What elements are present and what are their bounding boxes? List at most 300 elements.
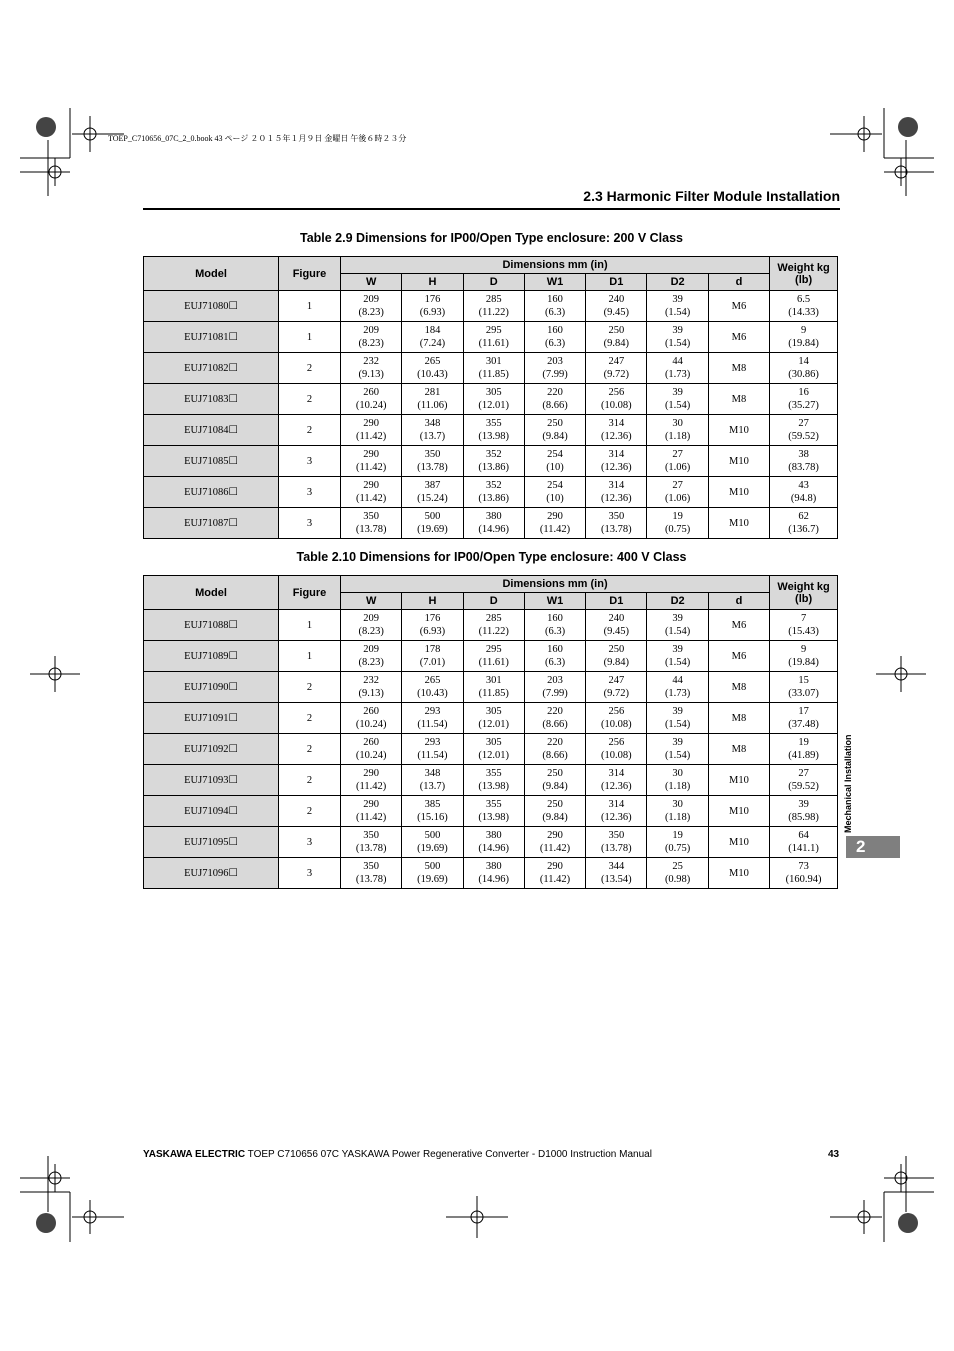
value-in: (1.54) <box>664 338 691 349</box>
dim-cell-w1 <box>524 703 585 734</box>
dim-cell-d <box>463 322 524 353</box>
dim-cell-d2 <box>647 477 708 508</box>
section-title: 2.3 Harmonic Filter Module Installation <box>583 188 840 204</box>
header-rule <box>143 208 840 210</box>
value-mm: 176 <box>424 613 441 624</box>
value-in: (10.43) <box>417 369 448 380</box>
value-mm: 30 <box>672 799 683 810</box>
dim-cell-h <box>402 322 463 353</box>
dim-cell-h <box>402 734 463 765</box>
value-in: (6.93) <box>419 307 446 318</box>
dim-cell-d <box>463 858 524 889</box>
dim-cell-h <box>402 415 463 446</box>
value-mm: 290 <box>363 418 380 429</box>
header-col-w: W <box>341 593 402 610</box>
dim-cell-d1 <box>586 734 647 765</box>
value-in: (13.86) <box>478 462 510 473</box>
book-meta-line: TOEP_C710656_07C_2_0.book 43 ページ ２０１５年１月９日 金曜日 午後６時２３分 <box>108 134 407 143</box>
dim-cell-d2 <box>647 796 708 827</box>
value-mm: 350 <box>363 511 380 522</box>
value-in: (8.23) <box>358 307 384 318</box>
weight-cell <box>770 672 838 703</box>
weight-cell <box>770 322 838 353</box>
value-mm: 184 <box>424 325 441 336</box>
value-in: (11.61) <box>478 338 509 349</box>
value-in: (8.66) <box>542 400 568 411</box>
figure-cell: 2 <box>279 765 341 796</box>
dim-cell-w <box>341 858 402 889</box>
value-mm: 254 <box>547 449 563 460</box>
value-in: (8.23) <box>358 657 384 668</box>
value-lb: (141.1) <box>788 843 819 854</box>
side-tab-label: Mechanical Installation <box>843 734 853 833</box>
value-mm: 232 <box>363 675 380 686</box>
value-in: (19.69) <box>417 874 448 885</box>
value-mm: 254 <box>547 480 563 491</box>
header-col-w: W <box>341 274 402 291</box>
value-mm: 500 <box>424 830 441 841</box>
value-in: (9.84) <box>542 781 568 792</box>
model-cell: EUJ71081☐ <box>144 322 279 353</box>
dim-cell-d: M10 <box>708 796 769 827</box>
dim-cell-d: M10 <box>708 477 769 508</box>
figure-cell: 2 <box>279 415 341 446</box>
value-in: (1.06) <box>664 462 691 473</box>
dim-cell-d: M10 <box>708 446 769 477</box>
model-cell: EUJ71086☐ <box>144 477 279 508</box>
value-kg: 27 <box>798 418 809 429</box>
value-in: (10.24) <box>355 719 387 730</box>
dim-cell-d2 <box>647 446 708 477</box>
dim-cell-d2 <box>647 858 708 889</box>
dim-cell-d1 <box>586 415 647 446</box>
value-in: (8.66) <box>542 750 568 761</box>
value-mm: 387 <box>424 480 441 491</box>
model-cell: EUJ71094☐ <box>144 796 279 827</box>
value-mm: 256 <box>608 387 625 398</box>
value-in: (7.99) <box>542 369 568 380</box>
table-row <box>144 827 838 858</box>
dim-cell-d1 <box>586 384 647 415</box>
value-in: (1.18) <box>664 781 691 792</box>
dim-cell-w <box>341 703 402 734</box>
value-in: (10.43) <box>417 688 448 699</box>
value-in: (11.85) <box>478 688 509 699</box>
dim-cell-d1 <box>586 291 647 322</box>
value-lb: (59.52) <box>788 431 819 442</box>
model-cell: EUJ71080☐ <box>144 291 279 322</box>
value-in: (0.98) <box>664 874 691 885</box>
value-mm: 203 <box>547 675 563 686</box>
model-cell: EUJ71089☐ <box>144 641 279 672</box>
value-mm: 380 <box>485 861 502 872</box>
weight-cell <box>770 610 838 641</box>
value-mm: 247 <box>608 675 625 686</box>
footer-text <box>143 1149 652 1160</box>
dim-cell-w <box>341 508 402 539</box>
weight-cell <box>770 508 838 539</box>
value-kg: 73 <box>798 861 809 872</box>
value-mm: 355 <box>485 418 502 429</box>
header-col-d: D <box>463 274 524 291</box>
value-in: (6.3) <box>544 307 566 318</box>
dim-cell-h <box>402 508 463 539</box>
model-cell: EUJ71085☐ <box>144 446 279 477</box>
figure-cell: 1 <box>279 291 341 322</box>
value-mm: 350 <box>608 830 625 841</box>
dim-cell-d: M8 <box>708 734 769 765</box>
dim-cell-d1 <box>586 610 647 641</box>
value-in: (10.24) <box>355 750 387 761</box>
value-kg: 14 <box>798 356 809 367</box>
value-lb: (35.27) <box>788 400 819 411</box>
value-mm: 39 <box>672 294 683 305</box>
dim-cell-d <box>463 734 524 765</box>
value-in: (19.69) <box>417 524 448 535</box>
value-in: (6.93) <box>419 626 446 637</box>
value-in: (10.08) <box>601 719 632 730</box>
figure-cell: 2 <box>279 703 341 734</box>
model-cell: EUJ71095☐ <box>144 827 279 858</box>
figure-cell: 1 <box>279 322 341 353</box>
dim-cell-w1 <box>524 796 585 827</box>
dim-cell-d1 <box>586 703 647 734</box>
dim-cell-d1 <box>586 796 647 827</box>
table1-caption: Table 2.9 Dimensions for IP00/Open Type enclosure: 200 V Class <box>299 231 683 245</box>
value-in: (12.01) <box>478 750 510 761</box>
dim-cell-d2 <box>647 384 708 415</box>
model-cell: EUJ71082☐ <box>144 353 279 384</box>
figure-cell: 3 <box>279 858 341 889</box>
dim-cell-d: M8 <box>708 384 769 415</box>
value-kg: 64 <box>798 830 809 841</box>
value-kg: 39 <box>798 799 809 810</box>
value-mm: 290 <box>547 511 563 522</box>
value-mm: 350 <box>363 830 380 841</box>
weight-cell <box>770 765 838 796</box>
header-col-d2: D2 <box>647 274 708 291</box>
value-mm: 256 <box>608 706 625 717</box>
value-mm: 203 <box>547 356 563 367</box>
dim-cell-d2 <box>647 672 708 703</box>
value-mm: 290 <box>363 449 380 460</box>
value-in: (11.54) <box>417 750 448 761</box>
dim-cell-d2 <box>647 703 708 734</box>
value-in: (1.54) <box>664 400 691 411</box>
dim-cell-d: M8 <box>708 703 769 734</box>
value-mm: 27 <box>672 480 683 491</box>
weight-cell <box>770 734 838 765</box>
dim-cell-d: M10 <box>708 508 769 539</box>
dim-cell-w <box>341 353 402 384</box>
value-in: (8.23) <box>358 338 384 349</box>
table1-dimensions-200v <box>143 256 838 539</box>
value-mm: 285 <box>485 613 502 624</box>
value-in: (10.24) <box>355 400 387 411</box>
footer-manual-title: TOEP C710656 07C YASKAWA Power Regenerative Converter - D1000 Instruction Manual <box>245 1149 652 1160</box>
value-in: (11.42) <box>356 493 387 504</box>
dim-cell-w1 <box>524 672 585 703</box>
value-in: (13.98) <box>478 431 510 442</box>
table2-caption: Table 2.10 Dimensions for IP00/Open Type enclosure: 400 V Class <box>296 550 687 564</box>
value-in: (8.66) <box>542 719 568 730</box>
dim-cell-d <box>463 672 524 703</box>
footer-brand: YASKAWA ELECTRIC <box>143 1149 246 1160</box>
dim-cell-w1 <box>524 322 585 353</box>
value-mm: 305 <box>485 737 502 748</box>
dim-cell-d: M6 <box>708 610 769 641</box>
value-in: (11.85) <box>478 369 509 380</box>
value-mm: 314 <box>608 799 625 810</box>
value-in: (1.18) <box>664 812 691 823</box>
dim-cell-d <box>463 353 524 384</box>
value-mm: 295 <box>485 644 502 655</box>
weight-cell <box>770 415 838 446</box>
value-kg: 9 <box>800 325 807 336</box>
table-row <box>144 291 838 322</box>
value-mm: 209 <box>363 325 380 336</box>
dim-cell-w <box>341 734 402 765</box>
dim-cell-h <box>402 610 463 641</box>
value-mm: 265 <box>424 675 441 686</box>
value-mm: 25 <box>672 861 683 872</box>
dim-cell-w1 <box>524 384 585 415</box>
header-col-h: H <box>402 593 463 610</box>
value-mm: 247 <box>608 356 625 367</box>
value-in: (6.3) <box>544 657 566 668</box>
value-in: (14.96) <box>478 874 510 885</box>
value-mm: 352 <box>485 480 502 491</box>
value-lb: (33.07) <box>788 688 819 699</box>
value-in: (13.7) <box>419 431 446 442</box>
weight-cell <box>770 384 838 415</box>
dim-cell-d1 <box>586 322 647 353</box>
dim-cell-h <box>402 353 463 384</box>
value-kg: 6.5 <box>797 294 811 305</box>
table-row <box>144 477 838 508</box>
value-mm: 39 <box>672 613 683 624</box>
value-in: (9.84) <box>603 338 630 349</box>
dim-cell-d <box>463 610 524 641</box>
value-lb: (83.78) <box>788 462 819 473</box>
value-in: (9.72) <box>603 369 630 380</box>
value-mm: 209 <box>363 613 380 624</box>
value-mm: 290 <box>547 861 563 872</box>
value-mm: 250 <box>608 644 625 655</box>
value-mm: 220 <box>547 387 563 398</box>
value-mm: 290 <box>363 799 380 810</box>
value-mm: 260 <box>363 737 380 748</box>
value-in: (8.23) <box>358 626 384 637</box>
value-mm: 290 <box>363 480 380 491</box>
figure-cell: 3 <box>279 827 341 858</box>
value-in: (1.73) <box>664 688 691 699</box>
dim-cell-w1 <box>524 734 585 765</box>
value-in: (11.22) <box>478 307 509 318</box>
value-mm: 220 <box>547 706 563 717</box>
value-mm: 250 <box>608 325 625 336</box>
header-col-d1: D1 <box>586 274 647 291</box>
value-mm: 260 <box>363 706 380 717</box>
value-in: (11.54) <box>417 719 448 730</box>
value-mm: 39 <box>672 325 683 336</box>
dim-cell-w1 <box>524 508 585 539</box>
dim-cell-d <box>463 384 524 415</box>
value-lb: (30.86) <box>788 369 819 380</box>
value-mm: 178 <box>424 644 441 655</box>
weight-cell <box>770 858 838 889</box>
weight-cell <box>770 703 838 734</box>
dim-cell-w1 <box>524 415 585 446</box>
dim-cell-d <box>463 415 524 446</box>
table-row <box>144 508 838 539</box>
dim-cell-d: M8 <box>708 353 769 384</box>
dim-cell-w1 <box>524 446 585 477</box>
value-in: (1.54) <box>664 719 691 730</box>
value-in: (13.78) <box>601 524 632 535</box>
table-row <box>144 322 838 353</box>
value-mm: 305 <box>485 387 502 398</box>
value-mm: 348 <box>424 418 441 429</box>
value-in: (7.24) <box>419 338 446 349</box>
value-lb: (136.7) <box>788 524 819 535</box>
table-row <box>144 796 838 827</box>
dim-cell-h <box>402 796 463 827</box>
model-cell: EUJ71090☐ <box>144 672 279 703</box>
value-mm: 293 <box>424 706 441 717</box>
value-mm: 240 <box>608 613 625 624</box>
value-in: (9.84) <box>603 657 630 668</box>
value-mm: 352 <box>485 449 502 460</box>
dim-cell-w <box>341 415 402 446</box>
header-col-d: D <box>463 593 524 610</box>
value-mm: 209 <box>363 294 380 305</box>
dim-cell-d <box>463 796 524 827</box>
table-row <box>144 641 838 672</box>
dim-cell-w1 <box>524 291 585 322</box>
dim-cell-w <box>341 322 402 353</box>
value-in: (10.08) <box>601 400 632 411</box>
dim-cell-d2 <box>647 641 708 672</box>
value-in: (14.96) <box>478 524 510 535</box>
value-kg: 17 <box>798 706 809 717</box>
value-mm: 265 <box>424 356 441 367</box>
value-in: (11.42) <box>539 874 571 885</box>
value-mm: 250 <box>547 418 563 429</box>
dim-cell-w <box>341 291 402 322</box>
value-in: (11.42) <box>356 462 387 473</box>
value-in: (1.54) <box>664 750 691 761</box>
header-col-d: d <box>708 274 769 291</box>
value-in: (9.45) <box>603 626 630 637</box>
value-in: (12.36) <box>601 781 632 792</box>
value-in: (13.78) <box>355 524 387 535</box>
dim-cell-d: M6 <box>708 641 769 672</box>
dim-cell-d <box>463 508 524 539</box>
table-row <box>144 672 838 703</box>
value-in: (1.54) <box>664 657 691 668</box>
value-mm: 314 <box>608 449 625 460</box>
dim-cell-h <box>402 384 463 415</box>
value-mm: 160 <box>547 325 563 336</box>
value-in: (1.06) <box>664 493 691 504</box>
dim-cell-h <box>402 641 463 672</box>
value-in: (1.54) <box>664 307 691 318</box>
side-tab-number: 2 <box>846 836 900 858</box>
value-in: (13.78) <box>355 843 387 854</box>
dim-cell-w <box>341 827 402 858</box>
figure-cell: 3 <box>279 477 341 508</box>
header-dimensions: Dimensions mm (in) <box>341 576 770 593</box>
value-kg: 19 <box>798 737 809 748</box>
dim-cell-w <box>341 384 402 415</box>
table-row <box>144 610 838 641</box>
value-in: (1.18) <box>664 431 691 442</box>
figure-cell: 2 <box>279 353 341 384</box>
dim-cell-w1 <box>524 858 585 889</box>
dim-cell-h <box>402 477 463 508</box>
model-cell: EUJ71096☐ <box>144 858 279 889</box>
value-in: (13.7) <box>419 781 446 792</box>
dim-cell-w <box>341 610 402 641</box>
dim-cell-w <box>341 796 402 827</box>
value-mm: 39 <box>672 737 683 748</box>
dim-cell-d1 <box>586 446 647 477</box>
value-mm: 220 <box>547 737 563 748</box>
value-in: (9.72) <box>603 688 630 699</box>
dim-cell-d: M10 <box>708 415 769 446</box>
model-cell: EUJ71092☐ <box>144 734 279 765</box>
value-mm: 240 <box>608 294 625 305</box>
value-lb: (160.94) <box>785 874 822 885</box>
value-in: (10) <box>546 493 564 504</box>
value-mm: 385 <box>424 799 441 810</box>
model-cell: EUJ71091☐ <box>144 703 279 734</box>
dim-cell-d: M6 <box>708 322 769 353</box>
value-mm: 314 <box>608 480 625 491</box>
value-mm: 39 <box>672 706 683 717</box>
value-mm: 281 <box>424 387 441 398</box>
value-mm: 305 <box>485 706 502 717</box>
model-cell: EUJ71084☐ <box>144 415 279 446</box>
value-mm: 209 <box>363 644 380 655</box>
value-mm: 19 <box>672 511 683 522</box>
value-in: (15.16) <box>417 812 448 823</box>
value-mm: 380 <box>485 511 502 522</box>
weight-cell <box>770 477 838 508</box>
header-figure: Figure <box>279 576 341 610</box>
dim-cell-h <box>402 672 463 703</box>
table-row <box>144 446 838 477</box>
dim-cell-w1 <box>524 827 585 858</box>
value-lb: (19.84) <box>788 657 819 668</box>
value-mm: 500 <box>424 861 441 872</box>
weight-cell <box>770 641 838 672</box>
value-in: (10) <box>546 462 564 473</box>
value-in: (11.61) <box>478 657 509 668</box>
dim-cell-d <box>463 827 524 858</box>
value-in: (0.75) <box>664 843 691 854</box>
dim-cell-d2 <box>647 353 708 384</box>
value-kg: 7 <box>800 613 807 624</box>
page-number: 43 <box>828 1149 840 1160</box>
value-lb: (85.98) <box>788 812 819 823</box>
value-mm: 44 <box>672 675 683 686</box>
value-in: (11.22) <box>478 626 509 637</box>
model-cell: EUJ71088☐ <box>144 610 279 641</box>
value-mm: 160 <box>547 644 563 655</box>
header-col-w1: W1 <box>524 593 585 610</box>
